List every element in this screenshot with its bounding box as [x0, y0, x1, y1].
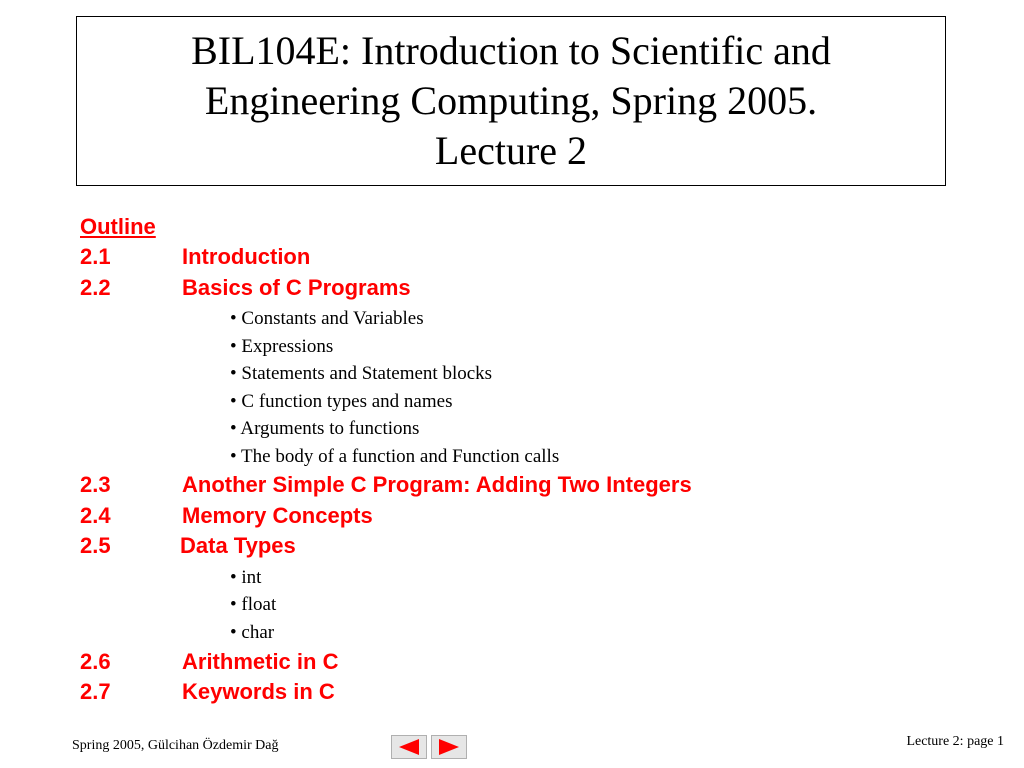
list-item: • C function types and names — [230, 390, 453, 412]
title-line-1: BIL104E: Introduction to Scientific and — [191, 28, 831, 73]
list-item: • int — [230, 566, 262, 588]
section-number: 2.6 — [80, 648, 111, 674]
section-label: Data Types — [180, 533, 296, 558]
title-line-3: Lecture 2 — [434, 128, 588, 173]
list-item: • Constants and Variables — [230, 308, 424, 329]
section-2-3 — [80, 470, 980, 501]
list-item: • The body of a function and Function calls — [230, 445, 560, 467]
section-label: Keywords in C — [182, 679, 335, 705]
section-2-6 — [80, 647, 980, 678]
footer-author: Spring 2005, Gülcihan Özdemir Dağ — [72, 738, 279, 753]
outline — [80, 212, 980, 708]
section-label: Arithmetic in C — [182, 648, 339, 674]
section-label: Introduction — [182, 244, 311, 269]
section-number: 2.7 — [80, 679, 111, 705]
section-number: 2.1 — [80, 244, 111, 269]
section-number: 2.3 — [80, 472, 111, 497]
section-2-4 — [80, 501, 980, 532]
section-label: Another Simple C Program: Adding Two Integers — [182, 472, 692, 497]
list-item: • char — [230, 621, 275, 643]
section-2-2-items — [80, 305, 980, 470]
arrow-left-icon — [397, 738, 421, 756]
title-line-2: Engineering Computing, Spring 2005. — [204, 78, 818, 123]
slide-navigation — [391, 735, 467, 759]
section-2-1 — [80, 242, 980, 273]
section-label: Basics of C Programs — [182, 274, 411, 300]
section-2-7 — [80, 677, 980, 708]
section-number: 2.5 — [80, 533, 111, 558]
list-item: • Statements and Statement blocks — [230, 363, 493, 384]
section-number: 2.4 — [80, 502, 111, 528]
section-2-5 — [80, 531, 980, 562]
list-item: • Arguments to functions — [230, 418, 420, 439]
slide-title — [76, 16, 946, 186]
section-number: 2.2 — [80, 274, 111, 300]
next-slide-button[interactable] — [431, 735, 467, 759]
arrow-right-icon — [437, 738, 461, 756]
list-item: • float — [230, 594, 277, 616]
previous-slide-button[interactable] — [391, 735, 427, 759]
section-label: Memory Concepts — [182, 502, 373, 528]
section-2-5-items — [80, 564, 980, 647]
footer-page: Lecture 2: page 1 — [906, 734, 1004, 749]
outline-heading: Outline — [80, 214, 156, 239]
section-2-2 — [80, 273, 980, 304]
list-item: • Expressions — [230, 335, 334, 357]
